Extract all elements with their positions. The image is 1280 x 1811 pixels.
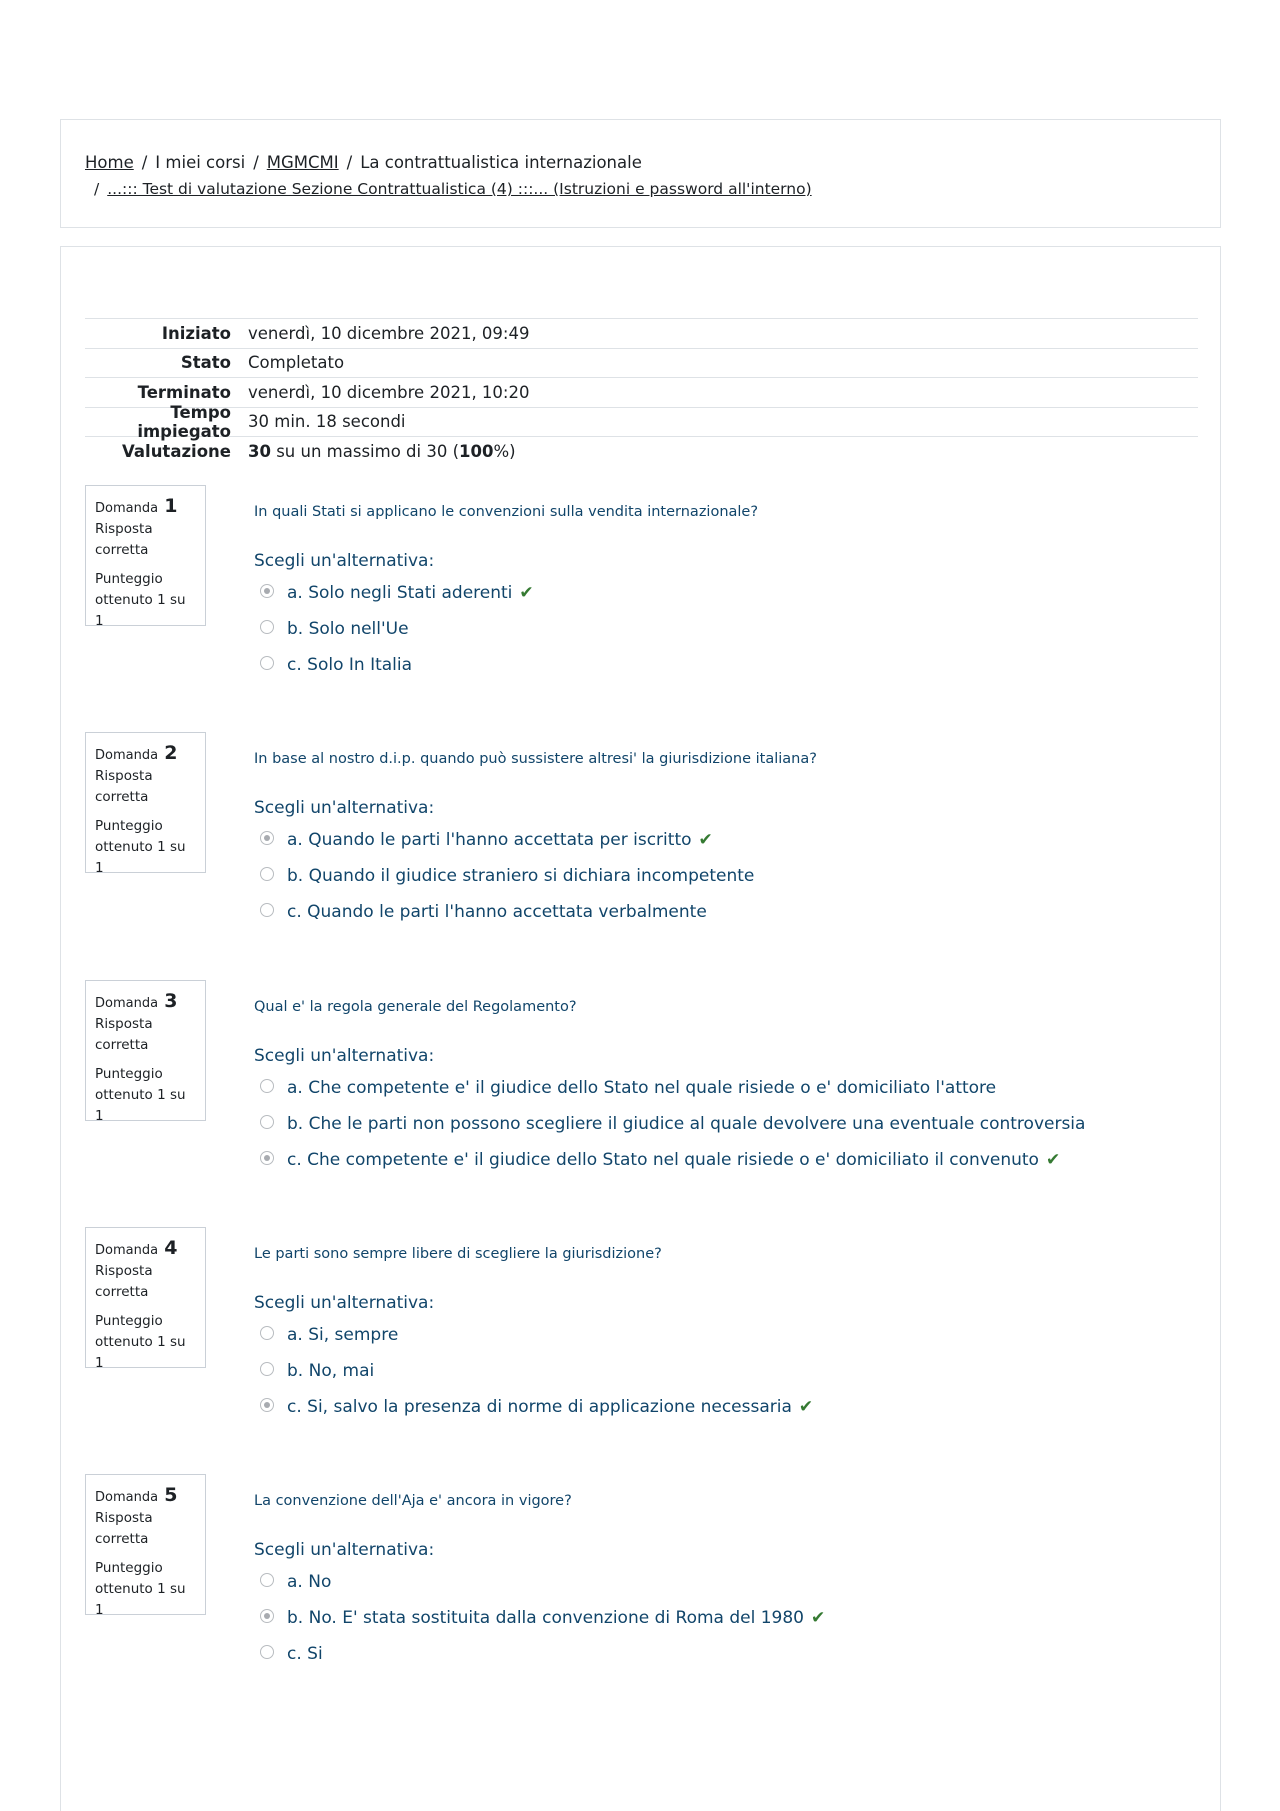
question-label: Domanda (95, 501, 159, 516)
summary-value: 30 min. 18 secondi (248, 412, 406, 432)
quiz-review-card (60, 246, 1221, 1811)
question-content (254, 1227, 1198, 1425)
radio-icon[interactable] (260, 1151, 274, 1165)
answer-label: c. Solo In Italia (287, 655, 413, 675)
question-info-box (85, 1474, 206, 1618)
answers-list (254, 1070, 1198, 1178)
question-number (95, 1237, 196, 1259)
summary-value: Completato (248, 353, 345, 373)
summary-row-started (85, 318, 1198, 348)
question-label: Domanda (95, 1243, 159, 1258)
breadcrumb-separator: / (94, 180, 100, 198)
summary-value (248, 442, 1198, 461)
breadcrumb-separator: / (141, 153, 148, 172)
summary-value: venerdì, 10 dicembre 2021, 10:20 (248, 382, 530, 402)
question-grade: Punteggio ottenuto 1 su 1 (95, 818, 186, 876)
grade-mid: su un massimo di 30 ( (270, 441, 460, 461)
question-grade: Punteggio ottenuto 1 su 1 (95, 571, 186, 629)
question-number (95, 495, 196, 517)
radio-icon[interactable] (260, 867, 274, 881)
question-content (254, 1474, 1198, 1672)
radio-icon[interactable] (260, 1115, 274, 1129)
answer-option[interactable] (254, 575, 1198, 611)
summary-label: Iniziato (161, 323, 231, 343)
question-info-box (85, 1227, 206, 1371)
check-icon: ✔ (811, 1608, 826, 1628)
question-prompt: Scegli un'alternativa: (254, 1540, 435, 1560)
radio-icon[interactable] (260, 1645, 274, 1659)
answer-label: a. Quando le parti l'hanno accettata per iscritto (287, 830, 692, 850)
question-text: Le parti sono sempre libere di scegliere la giurisdizione? (254, 1246, 662, 1262)
answers-list (254, 575, 1198, 683)
grade-end: %) (493, 441, 516, 461)
answer-label: a. Si, sempre (287, 1325, 399, 1345)
answer-option[interactable] (254, 647, 1198, 683)
breadcrumb-separator: / (346, 153, 353, 172)
question-label: Domanda (95, 748, 159, 763)
question-number-value: 1 (164, 495, 178, 517)
question-number-value: 2 (164, 742, 178, 764)
answer-label: a. Solo negli Stati aderenti (287, 583, 513, 603)
breadcrumb-home-link[interactable]: Home (85, 153, 134, 172)
answer-label: a. Che competente e' il giudice dello Stato nel quale risiede o e' domiciliato l'attore (287, 1078, 997, 1098)
question-number-value: 5 (164, 1484, 178, 1506)
question-prompt: Scegli un'alternativa: (254, 798, 435, 818)
answer-option[interactable] (254, 1106, 1198, 1142)
question-label: Domanda (95, 996, 159, 1011)
question-number (95, 1484, 196, 1506)
question-state: Risposta corretta (95, 1263, 153, 1300)
answer-option[interactable] (254, 1142, 1198, 1178)
answer-label: c. Quando le parti l'hanno accettata verbalmente (287, 902, 707, 922)
grade-score: 30 (248, 441, 271, 461)
summary-row-completed (85, 377, 1198, 407)
answers-list (254, 1564, 1198, 1672)
breadcrumb-course-link[interactable]: MGMCMI (266, 153, 339, 172)
question-state: Risposta corretta (95, 521, 153, 558)
check-icon: ✔ (798, 1397, 814, 1417)
answer-label: b. Quando il giudice straniero si dichiara incompetente (287, 866, 755, 886)
question-number-value: 4 (164, 1237, 178, 1259)
answer-label: b. Che le parti non possono scegliere il giudice al quale devolvere una eventuale controversia (287, 1114, 1086, 1134)
summary-label: Tempo impiegato (137, 402, 231, 441)
radio-icon[interactable] (260, 831, 274, 845)
answer-option[interactable] (254, 822, 1198, 858)
answer-label: b. No, mai (287, 1361, 375, 1381)
radio-icon[interactable] (260, 584, 274, 598)
answer-option[interactable] (254, 894, 1198, 930)
question-prompt: Scegli un'alternativa: (254, 551, 435, 571)
summary-label: Terminato (137, 382, 231, 402)
question-content (254, 980, 1198, 1178)
attempt-summary-table (85, 318, 1198, 466)
answer-option[interactable] (254, 1389, 1198, 1425)
question-number-value: 3 (164, 990, 178, 1012)
question-text: In base al nostro d.i.p. quando può sussistere altresi' la giurisdizione italiana? (254, 751, 817, 767)
answer-label: a. No (287, 1572, 332, 1592)
radio-icon[interactable] (260, 1079, 274, 1093)
answer-option[interactable] (254, 1317, 1198, 1353)
question-content (254, 485, 1198, 683)
radio-icon[interactable] (260, 1398, 274, 1412)
breadcrumb-row-2 (85, 176, 812, 202)
answer-label: c. Che competente e' il giudice dello Stato nel quale risiede o e' domiciliato il convenuto (287, 1150, 1039, 1170)
question-text: In quali Stati si applicano le convenzioni sulla vendita internazionale? (254, 504, 759, 520)
question-content (254, 732, 1198, 930)
radio-icon[interactable] (260, 656, 274, 670)
answer-option[interactable] (254, 1070, 1198, 1106)
summary-label: Stato (180, 353, 231, 373)
question-grade: Punteggio ottenuto 1 su 1 (95, 1066, 186, 1124)
radio-icon[interactable] (260, 1326, 274, 1340)
radio-icon[interactable] (260, 620, 274, 634)
answer-option[interactable] (254, 1600, 1198, 1636)
summary-row-state (85, 348, 1198, 378)
question-state: Risposta corretta (95, 1016, 153, 1053)
answer-option[interactable] (254, 1636, 1198, 1672)
answer-option[interactable] (254, 858, 1198, 894)
question-state: Risposta corretta (95, 1510, 153, 1547)
question-info-box (85, 732, 206, 876)
check-icon: ✔ (519, 583, 534, 603)
radio-icon[interactable] (260, 1573, 274, 1587)
answer-option[interactable] (254, 1564, 1198, 1600)
question-text: Qual e' la regola generale del Regolamento? (254, 999, 577, 1015)
answer-label: c. Si, salvo la presenza di norme di applicazione necessaria (287, 1397, 792, 1417)
summary-row-time-taken (85, 402, 1198, 441)
breadcrumb-section: La contrattualistica internazionale (360, 153, 642, 172)
question-text: La convenzione dell'Aja e' ancora in vigore? (254, 1493, 572, 1509)
summary-row-grade (85, 436, 1198, 466)
question-label: Domanda (95, 1490, 159, 1505)
check-icon: ✔ (1045, 1150, 1061, 1170)
check-icon: ✔ (698, 830, 713, 850)
answers-list (254, 1317, 1198, 1425)
breadcrumb-my-courses: I miei corsi (155, 153, 246, 172)
radio-icon[interactable] (260, 903, 274, 917)
question-info-box (85, 485, 206, 629)
radio-icon[interactable] (260, 1609, 274, 1623)
question-grade: Punteggio ottenuto 1 su 1 (95, 1560, 186, 1618)
breadcrumb (85, 150, 812, 202)
question-number (95, 990, 196, 1012)
answers-list (254, 822, 1198, 930)
breadcrumb-separator: / (253, 153, 259, 172)
summary-label: Valutazione (122, 441, 231, 461)
question-number (95, 742, 196, 764)
question-state: Risposta corretta (95, 768, 153, 805)
question-prompt: Scegli un'alternativa: (254, 1046, 435, 1066)
grade-percent: 100 (459, 441, 494, 461)
answer-option[interactable] (254, 1353, 1198, 1389)
question-info-box (85, 980, 206, 1124)
radio-icon[interactable] (260, 1362, 274, 1376)
question-prompt: Scegli un'alternativa: (254, 1293, 435, 1313)
answer-option[interactable] (254, 611, 1198, 647)
answer-label: b. Solo nell'Ue (287, 619, 409, 639)
answer-label: c. Si (287, 1644, 323, 1664)
summary-value: venerdì, 10 dicembre 2021, 09:49 (248, 323, 530, 343)
breadcrumb-quiz-link[interactable]: ...::: Test di valutazione Sezione Contrattualistica (4) :::... (Istruzioni e password all'interno) (107, 180, 812, 198)
answer-label: b. No. E' stata sostituita dalla convenzione di Roma del 1980 (287, 1608, 804, 1628)
breadcrumb-card (60, 119, 1221, 228)
question-grade: Punteggio ottenuto 1 su 1 (95, 1313, 186, 1371)
breadcrumb-row-1 (85, 150, 812, 176)
